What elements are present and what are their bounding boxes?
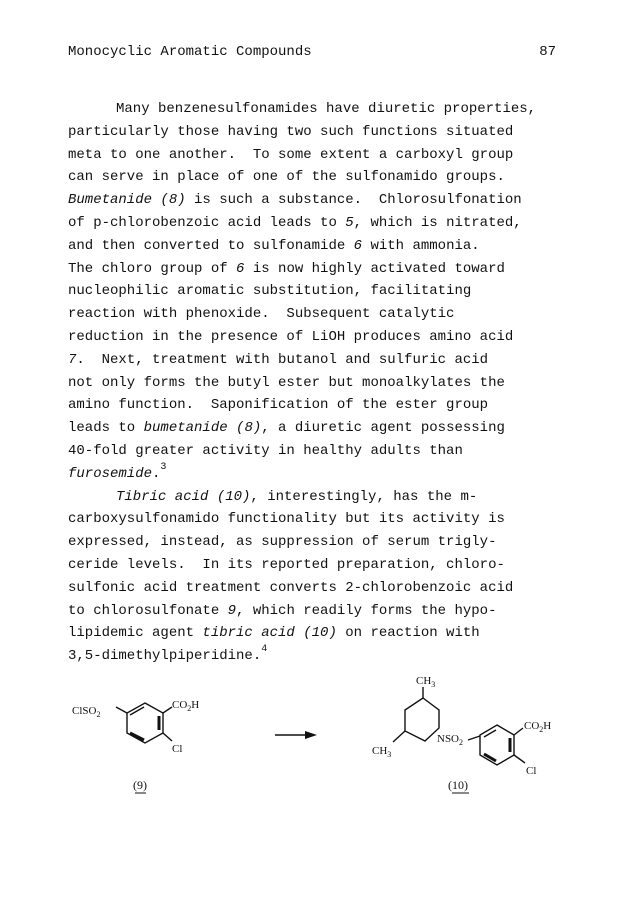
text-line: expressed, instead, as suppression of serum trigly-	[68, 534, 497, 551]
text-line: lipidemic agent tibric acid (10) on reaction with	[68, 625, 480, 642]
compound-name: Bumetanide (8)	[68, 192, 186, 209]
text-line: 7. Next, treatment with butanol and sulfuric acid	[68, 351, 489, 368]
double-bond	[484, 754, 496, 761]
substituent-label: $NSO_2$	[437, 733, 464, 747]
text-line: to chlorosulfonate 9, which readily forms the hypo-	[68, 602, 497, 619]
compound-label-10: (10)	[448, 778, 468, 792]
text-line: and then converted to sulfonamide 6 with ammonia.	[68, 237, 480, 254]
substituent-label: $CH_3$	[372, 745, 392, 759]
bond	[163, 707, 172, 713]
text-line: ceride levels. In its reported preparation, chloro-	[68, 556, 505, 573]
page-header	[68, 44, 556, 60]
compound-number: 6	[353, 237, 363, 254]
text-line: amino function. Saponification of the ester group	[68, 397, 489, 414]
text-line: nucleophilic aromatic substitution, facilitating	[68, 283, 472, 300]
text-line: Many benzenesulfonamides have diuretic properties,	[116, 101, 537, 117]
structure-10	[393, 687, 525, 765]
bond	[468, 736, 480, 740]
compound-name: furosemide	[68, 465, 153, 482]
compound-number: 6	[236, 260, 245, 277]
structure-9	[116, 703, 172, 743]
text-line: can serve in place of one of the sulfonamido groups.	[68, 169, 505, 186]
substituent-label: $CH_3$	[416, 675, 436, 689]
substituent-label: ClSO$_2$	[72, 705, 101, 719]
bond	[163, 733, 172, 741]
substituent-label: Cl	[172, 743, 183, 755]
bond	[116, 707, 127, 713]
text-line: reduction in the presence of LiOH produces amino acid	[68, 328, 514, 345]
reference-superscript: 4	[261, 644, 268, 656]
substituent-label: $CO_2H$	[524, 720, 552, 734]
substituent-label: Cl	[526, 765, 537, 777]
paragraph-tibric-acid	[68, 486, 588, 668]
reaction-arrow	[275, 731, 317, 739]
text-line: reaction with phenoxide. Subsequent catalytic	[68, 306, 455, 323]
bond	[514, 728, 523, 735]
text-line: meta to one another. To some extent a carboxyl group	[68, 146, 514, 163]
compound-label-9: (9)	[133, 778, 147, 792]
compound-name: bumetanide (8)	[143, 420, 262, 437]
compound-number: 7	[68, 351, 77, 368]
bond	[393, 731, 405, 742]
text-line: leads to bumetanide (8), a diuretic agent possessing	[68, 420, 505, 437]
text-line: not only forms the butyl ester but monoalkylates the	[68, 374, 505, 391]
text-line: Tibric acid (10), interestingly, has the m-	[116, 488, 478, 505]
text-line: Bumetanide (8) is such a substance. Chlorosulfonation	[68, 192, 522, 209]
reaction-scheme	[0, 670, 627, 810]
compound-number: 9	[227, 602, 237, 619]
substituent-label: $CO_2H$	[172, 699, 200, 713]
paragraph-bumetanide	[68, 98, 588, 486]
text-line: The chloro group of 6 is now highly activated toward	[68, 260, 505, 277]
reference-superscript: 3	[160, 462, 167, 474]
text-line: of p-chlorobenzoic acid leads to 5, which is nitrated,	[68, 214, 522, 231]
text-line: 40-fold greater activity in healthy adults than	[68, 442, 463, 459]
compound-number: 5	[345, 214, 354, 231]
text-line: furosemide.$^3$	[68, 462, 167, 482]
compound-name: tibric acid (10)	[202, 625, 337, 642]
bond	[514, 755, 525, 763]
text-line: sulfonic acid treatment converts 2-chlorobenzoic acid	[68, 579, 514, 596]
running-title: Monocyclic Aromatic Compounds	[68, 44, 312, 60]
text-line: carboxysulfonamido functionality but its activity is	[68, 511, 505, 528]
text-line: particularly those having two such functions situated	[68, 123, 514, 140]
reaction-scheme-svg	[0, 670, 627, 810]
text-line: 3,5-dimethylpiperidine.$^4$	[68, 644, 268, 665]
page-number: 87	[539, 44, 556, 60]
compound-name: Tibric acid (10)	[116, 488, 251, 505]
piperidine-ring	[405, 698, 439, 741]
body-text	[68, 98, 588, 668]
